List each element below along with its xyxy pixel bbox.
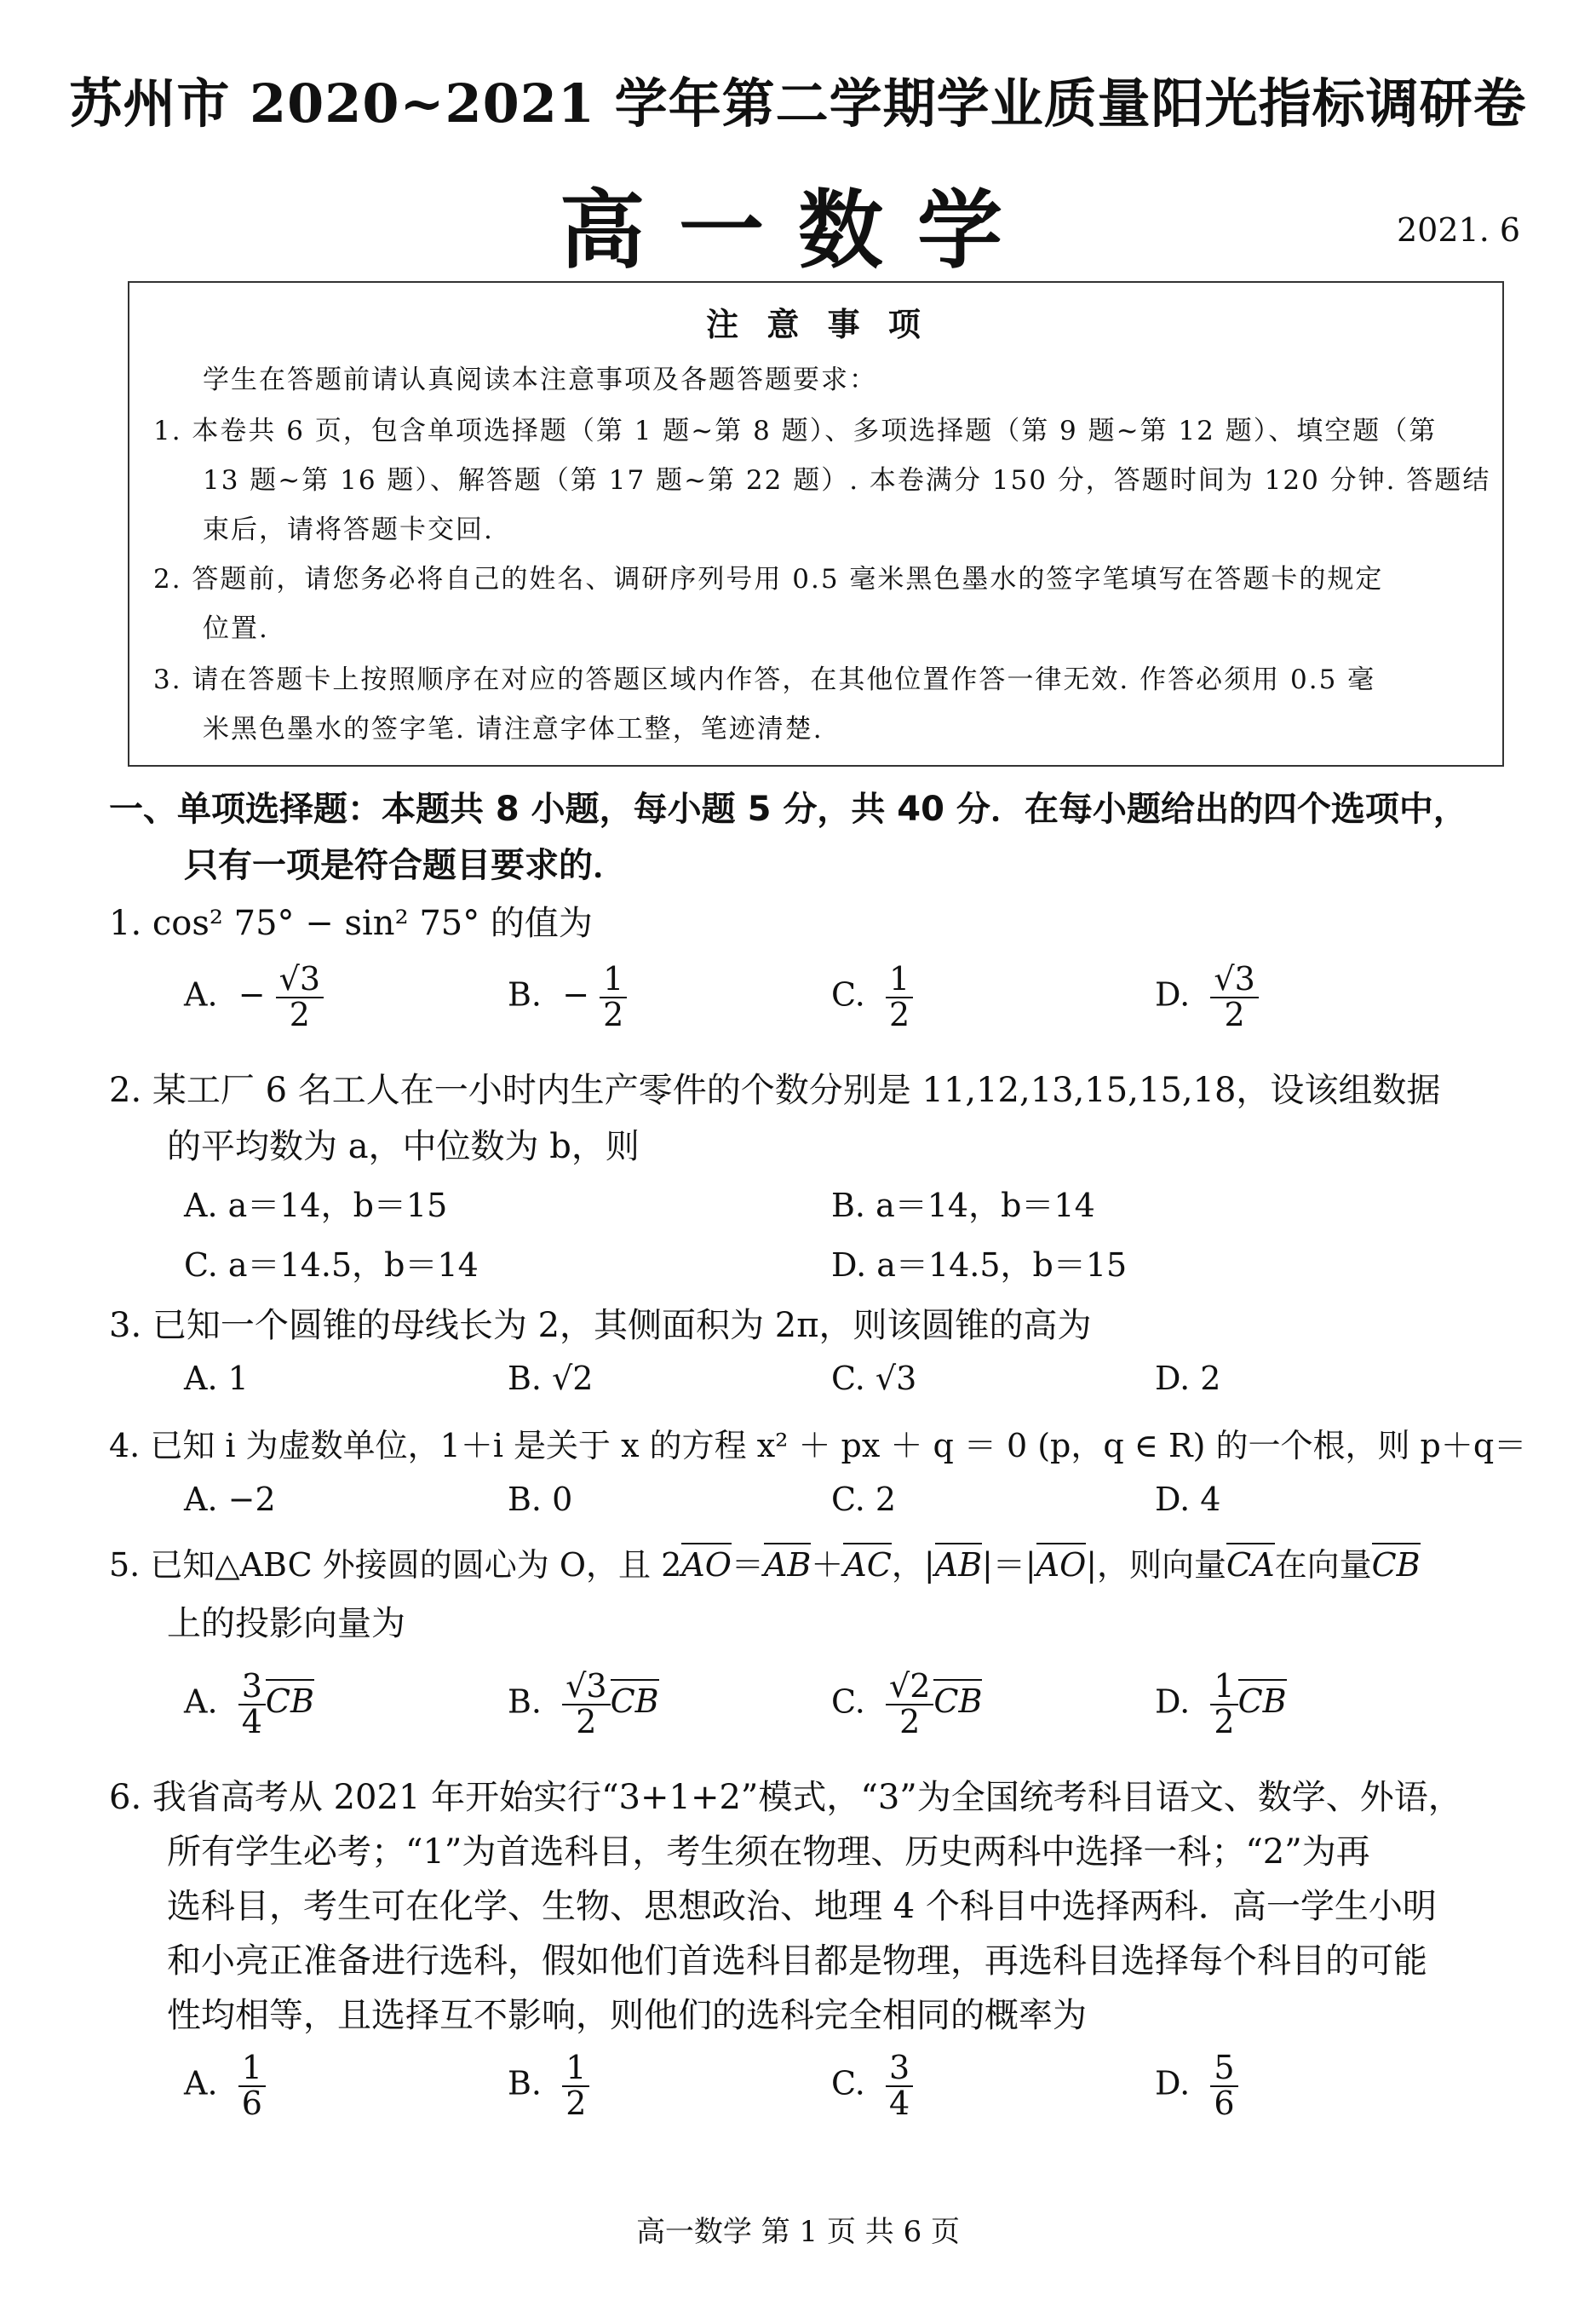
numerator: √3	[276, 963, 324, 998]
option-label: D.	[1155, 975, 1191, 1014]
question-2-stem: 2. 某工厂 6 名工人在一小时内生产零件的个数分别是 11,12,13,15,15,18，设该组数据	[109, 1071, 1441, 1110]
q3-option-b: B. √2	[508, 1360, 594, 1397]
numerator: 1	[600, 963, 627, 998]
notice-box	[128, 281, 1504, 767]
question-3-stem: 3. 已知一个圆锥的母线长为 2，其侧面积为 2π，则该圆锥的高为	[109, 1306, 1092, 1345]
question-6-stem-cont: 性均相等，且选择互不影响，则他们的选科完全相同的概率为	[167, 1996, 1087, 2035]
denominator: 2	[1224, 995, 1245, 1033]
q5-option-a	[184, 1667, 314, 1740]
section-heading-cont: 只有一项是符合题目要求的．	[184, 846, 627, 885]
q1-option-c	[831, 960, 913, 1033]
q2-option-a: A. a＝14，b＝15	[184, 1187, 448, 1224]
numerator: √3	[562, 1670, 610, 1705]
numerator: 3	[886, 2051, 913, 2087]
minus-sign: −	[238, 975, 266, 1014]
q1-option-b	[508, 960, 627, 1033]
plus: ＋	[811, 1546, 844, 1584]
vector-cb: CB	[933, 1679, 982, 1720]
equals: ＝	[731, 1546, 764, 1584]
option-label: B.	[508, 2064, 543, 2102]
fraction	[1210, 2051, 1237, 2121]
fraction	[276, 960, 324, 1033]
vector-ca: CA	[1226, 1543, 1275, 1584]
notice-line: 13 题~第 16 题）、解答题（第 17 题~第 22 题）. 本卷满分 150 分，答题时间为 120 分钟. 答题结	[203, 465, 1491, 496]
q6-option-c	[831, 2051, 913, 2121]
notice-intro: 学生在答题前请认真阅读本注意事项及各题答题要求：	[203, 365, 877, 395]
option-label: C.	[831, 1682, 865, 1721]
q1-option-d	[1155, 960, 1259, 1033]
option-label: A.	[184, 1682, 218, 1721]
q3-option-a: A. 1	[184, 1360, 249, 1397]
q4-option-b: B. 0	[508, 1481, 573, 1518]
denominator: 2	[576, 1702, 597, 1740]
q5-option-c	[831, 1667, 983, 1740]
vector-cb: CB	[266, 1679, 314, 1720]
option-label: D.	[1155, 2064, 1191, 2102]
fraction	[886, 2051, 913, 2121]
minus-sign: −	[562, 975, 590, 1014]
question-2-stem-cont: 的平均数为 a，中位数为 b，则	[167, 1127, 640, 1166]
question-1-stem: 1. cos² 75° − sin² 75° 的值为	[109, 904, 593, 943]
denominator: 2	[289, 995, 310, 1033]
vector-cb: CB	[611, 1679, 659, 1720]
vector-cb: CB	[1238, 1679, 1287, 1720]
vector-cb: CB	[1372, 1543, 1421, 1584]
stem-text: ，|	[891, 1546, 935, 1584]
stem-text: 5. 已知△ABC 外接圆的圆心为 O，且 2	[109, 1546, 682, 1584]
denominator: 2	[603, 995, 624, 1033]
option-label: C.	[831, 975, 865, 1014]
fraction	[886, 960, 913, 1033]
vector-ao: AO	[681, 1543, 732, 1584]
fraction	[886, 1667, 933, 1740]
fraction	[238, 2051, 266, 2121]
stem-text: 在向量	[1274, 1546, 1372, 1584]
numerator: 5	[1210, 2051, 1237, 2087]
fraction	[1210, 1667, 1237, 1740]
q6-option-a	[184, 2051, 266, 2121]
exam-date: 2021. 6	[1397, 211, 1521, 249]
denominator: 2	[565, 2084, 587, 2122]
denominator: 2	[899, 1702, 921, 1740]
notice-line: 束后，请将答题卡交回.	[203, 515, 494, 545]
denominator: 6	[241, 2084, 262, 2122]
option-label: C.	[831, 2064, 865, 2102]
section-heading: 一、单项选择题：本题共 8 小题，每小题 5 分，共 40 分．在每小题给出的四个选项中，	[109, 790, 1467, 829]
fraction	[238, 1667, 266, 1740]
numerator: 3	[238, 1670, 266, 1705]
q3-option-d: D. 2	[1155, 1360, 1221, 1397]
vector-ao: AO	[1036, 1543, 1087, 1584]
notice-title: 注 意 事 项	[706, 305, 929, 343]
option-label: A.	[184, 975, 218, 1014]
option-label: B.	[508, 975, 543, 1014]
question-6-stem: 6. 我省高考从 2021 年开始实行“3+1+2”模式，“3”为全国统考科目语文、数学、外语，	[109, 1778, 1462, 1817]
notice-line: 位置.	[203, 613, 269, 644]
question-5-stem	[109, 1538, 1421, 1585]
fraction	[600, 960, 627, 1033]
q3-option-c: C. √3	[831, 1360, 917, 1397]
denominator: 6	[1214, 2084, 1235, 2122]
q2-option-b: B. a＝14，b＝14	[831, 1187, 1095, 1224]
q4-option-d: D. 4	[1155, 1481, 1221, 1518]
fraction	[562, 2051, 589, 2121]
notice-line: 1. 本卷共 6 页，包含单项选择题（第 1 题~第 8 题）、多项选择题（第 9 题~第 12 题）、填空题（第	[153, 416, 1438, 446]
stem-text: |＝|	[982, 1546, 1036, 1584]
subject-title: 高一数学	[560, 180, 1036, 280]
notice-line: 3. 请在答题卡上按照顺序在对应的答题区域内作答，在其他位置作答一律无效. 作答必须用 0.5 毫	[153, 664, 1376, 695]
option-label: B.	[508, 1682, 543, 1721]
q5-option-d	[1155, 1667, 1287, 1740]
fraction	[562, 1667, 610, 1740]
exam-title: 苏州市 2020~2021 学年第二学期学业质量阳光指标调研卷	[69, 72, 1527, 135]
fraction	[1210, 960, 1258, 1033]
numerator: 1	[238, 2051, 266, 2087]
numerator: 1	[886, 963, 913, 998]
q5-option-b	[508, 1667, 659, 1740]
q1-option-a	[184, 960, 324, 1033]
denominator: 4	[888, 2084, 910, 2122]
vector-ac: AC	[843, 1543, 892, 1584]
q2-option-c: C. a＝14.5，b＝14	[184, 1246, 479, 1284]
option-label: A.	[184, 2064, 218, 2102]
option-label: D.	[1155, 1682, 1191, 1721]
page-footer: 高一数学 第 1 页 共 6 页	[635, 2215, 961, 2249]
vector-ab: AB	[935, 1543, 982, 1584]
denominator: 2	[1214, 1702, 1235, 1740]
numerator: √3	[1210, 963, 1258, 998]
q4-option-a: A. −2	[184, 1481, 276, 1518]
question-4-stem: 4. 已知 i 为虚数单位，1＋i 是关于 x 的方程 x² ＋ px ＋ q ＝ 0 (p，q ∈ R) 的一个根，则 p＋q＝	[109, 1427, 1527, 1464]
denominator: 2	[888, 995, 910, 1033]
notice-line: 2. 答题前，请您务必将自己的姓名、调研序列号用 0.5 毫米黑色墨水的签字笔填写在答题卡的规定	[153, 564, 1384, 595]
numerator: 1	[562, 2051, 589, 2087]
q2-option-d: D. a＝14.5，b＝15	[831, 1246, 1128, 1284]
question-6-stem-cont: 和小亮正准备进行选科，假如他们首选科目都是物理，再选科目选择每个科目的可能	[167, 1941, 1427, 1981]
question-6-stem-cont: 选科目，考生可在化学、生物、思想政治、地理 4 个科目中选择两科．高一学生小明	[167, 1887, 1437, 1926]
notice-line: 米黑色墨水的签字笔. 请注意字体工整，笔迹清楚.	[203, 714, 824, 745]
q6-option-b	[508, 2051, 589, 2121]
q6-option-d	[1155, 2051, 1238, 2121]
question-6-stem-cont: 所有学生必考；“1”为首选科目，考生须在物理、历史两科中选择一科；“2”为再	[167, 1832, 1370, 1872]
vector-ab: AB	[764, 1543, 811, 1584]
numerator: √2	[886, 1670, 933, 1705]
numerator: 1	[1210, 1670, 1237, 1705]
q4-option-c: C. 2	[831, 1481, 897, 1518]
stem-text: |，则向量	[1086, 1546, 1227, 1584]
denominator: 4	[241, 1702, 262, 1740]
question-5-stem-cont: 上的投影向量为	[167, 1604, 405, 1643]
